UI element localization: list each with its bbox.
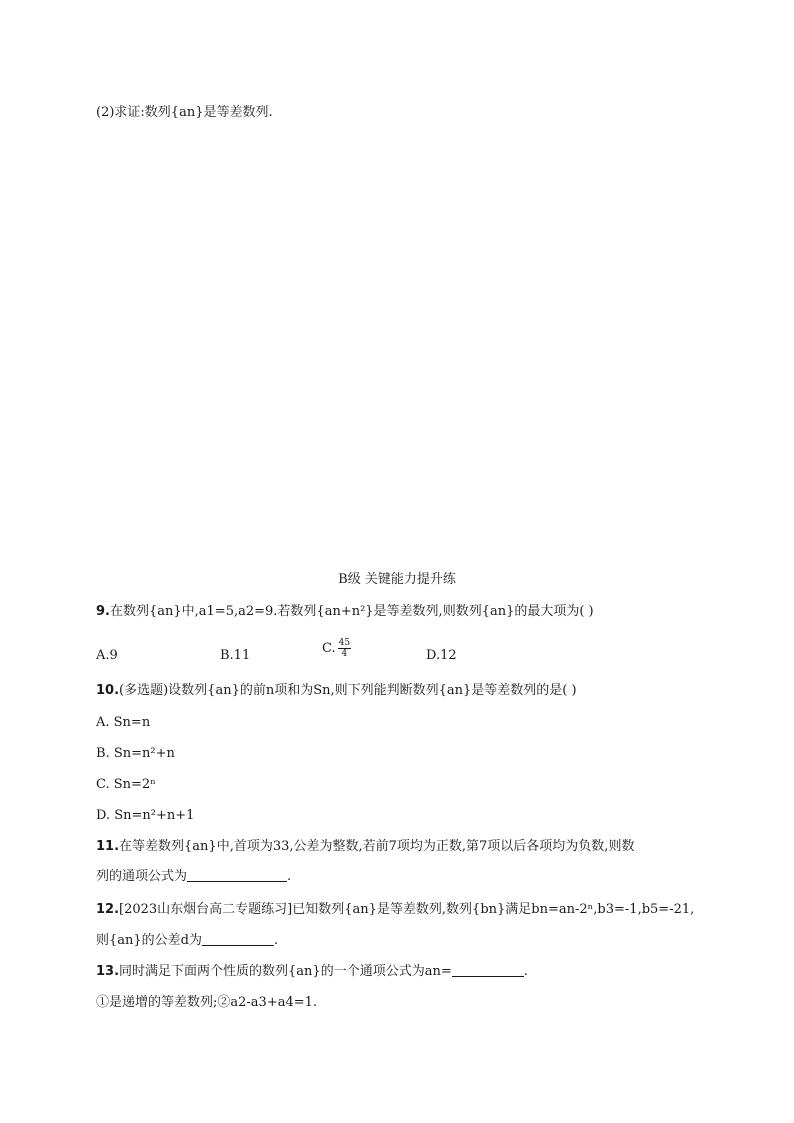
q11-line2: 列的通项公式为 . xyxy=(96,869,292,884)
q11-line1 xyxy=(96,838,634,856)
q11-text: 在等差数列{an}中,首项为33,公差为整数,若前7项均为正数,第7项以后各项均为负数,则数 xyxy=(119,839,635,854)
q9-number: 9. xyxy=(96,604,110,619)
q9-option-c-denominator: 4 xyxy=(341,649,348,659)
q12-text-2: 则{an}的公差d为 xyxy=(96,933,202,948)
q9-option-b[interactable]: B.11 xyxy=(220,648,251,663)
q8-part2: (2)求证:数列{an}是等差数列. xyxy=(96,105,273,120)
q13-number: 13. xyxy=(96,964,120,979)
q10-stem-line xyxy=(96,682,577,700)
q13-line2: ①是递增的等差数列;②a2-a3+a4=1. xyxy=(96,995,318,1010)
q9-option-d[interactable]: D.12 xyxy=(426,648,457,663)
section-title: B级 关键能力提升练 xyxy=(338,572,456,587)
q10-option-d[interactable]: D. Sn=n²+n+1 xyxy=(96,808,195,823)
q9-stem-line xyxy=(96,603,594,621)
q12-number: 12. xyxy=(96,902,120,917)
q10-option-c[interactable]: C. Sn=2ⁿ xyxy=(96,777,156,792)
q10-option-b[interactable]: B. Sn=n²+n xyxy=(96,746,175,761)
q9-option-c-numerator: 45 xyxy=(338,638,351,648)
q12-line1 xyxy=(96,901,694,919)
q10-number: 10. xyxy=(96,683,120,698)
q11-number: 11. xyxy=(96,839,120,854)
q11-text-2: 列的通项公式为 xyxy=(96,869,188,884)
q12-text: [2023山东烟台高二专题练习]已知数列{an}是等差数列,数列{bn}满足bn=an-2ⁿ,b3=-1,b5=-21, xyxy=(119,902,695,917)
q9-option-c-label: C. xyxy=(322,641,336,656)
q12-answer-blank[interactable] xyxy=(202,932,274,946)
q9-option-a[interactable]: A.9 xyxy=(96,648,118,663)
q10-stem: (多选题)设数列{an}的前n项和为Sn,则下列能判断数列{an}是等差数列的是( ) xyxy=(119,683,577,698)
q9-option-c-fraction xyxy=(338,638,351,659)
q11-answer-blank[interactable] xyxy=(187,868,287,882)
q13-answer-blank[interactable] xyxy=(452,963,524,977)
q13-text: 同时满足下面两个性质的数列{an}的一个通项公式为an= xyxy=(119,964,452,979)
q12-line2: 则{an}的公差d为 . xyxy=(96,933,279,948)
q13-line1: 13.同时满足下面两个性质的数列{an}的一个通项公式为an= . xyxy=(96,964,528,979)
q9-option-c[interactable] xyxy=(322,638,351,659)
q9-stem: 在数列{an}中,a1=5,a2=9.若数列{an+n²}是等差数列,则数列{an}的最大项为( ) xyxy=(109,604,594,619)
q10-option-a[interactable]: A. Sn=n xyxy=(96,715,151,730)
